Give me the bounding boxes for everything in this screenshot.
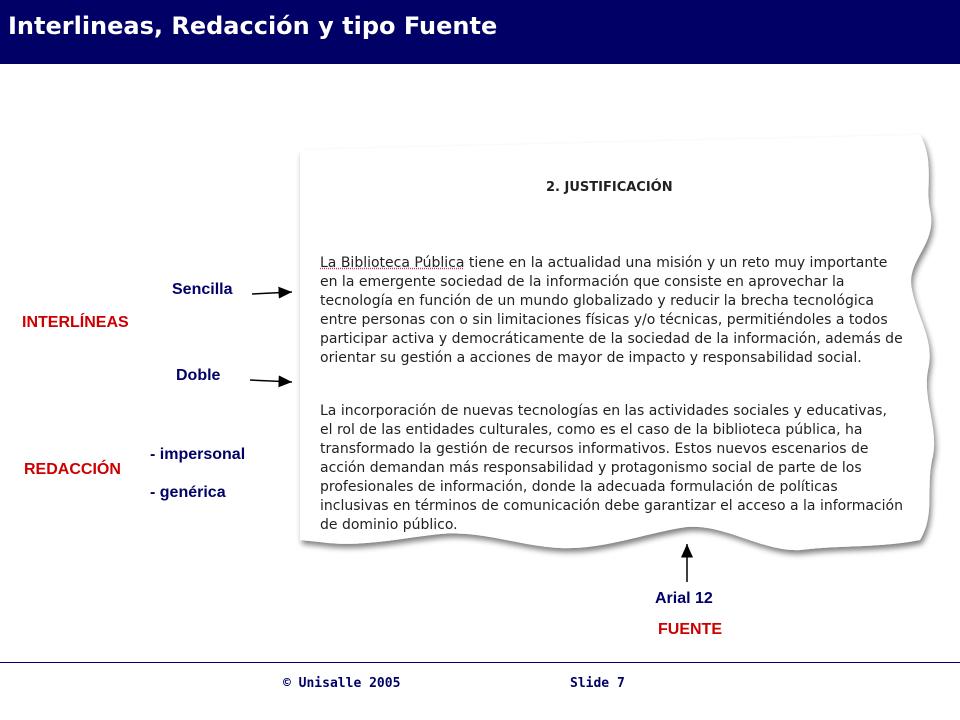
paragraph-line-rest: tiene en la actualidad una misión y un reto muy importante bbox=[464, 255, 888, 271]
underlined-phrase: La Biblioteca Pública bbox=[320, 255, 465, 271]
paragraph-line: tecnología en función de un mundo globalizado y reducir la brecha tecnológica bbox=[320, 293, 874, 309]
document-heading: 2. JUSTIFICACIÓN bbox=[546, 180, 673, 195]
footer-divider bbox=[0, 662, 960, 663]
label-generica: - genérica bbox=[150, 484, 226, 501]
label-fuente: FUENTE bbox=[658, 621, 722, 638]
paragraph-line: entre personas con o sin limitaciones físicas y/o técnicas, permitiéndoles a todos bbox=[320, 312, 888, 328]
label-redaccion: REDACCIÓN bbox=[24, 461, 121, 478]
paragraph-line bbox=[320, 254, 922, 273]
paragraph-line: el rol de las entidades culturales, como es el caso de la biblioteca pública, ha bbox=[320, 422, 863, 438]
footer-copyright: © Unisalle 2005 bbox=[283, 676, 401, 691]
paragraph-line: participar activa y democráticamente de la sociedad de la información, además de bbox=[320, 331, 903, 347]
label-interlineas: INTERLÍNEAS bbox=[22, 314, 129, 331]
footer-slide-number: Slide 7 bbox=[570, 676, 625, 691]
paragraph-line: de dominio público. bbox=[320, 517, 458, 533]
label-sencilla: Sencilla bbox=[172, 281, 233, 298]
paragraph-line: orientar su gestión a acciones de mayor de impacto y responsabilidad social. bbox=[320, 350, 862, 366]
paragraph-line: acción demandan más responsabilidad y protagonismo social de parte de los bbox=[320, 460, 862, 476]
label-arial-12: Arial 12 bbox=[655, 590, 713, 607]
paragraph-line: transformado la gestión de recursos informativos. Estos nuevos escenarios de bbox=[320, 441, 869, 457]
paragraph-line: inclusivas en términos de comunicación debe garantizar el acceso a la información bbox=[320, 498, 903, 514]
paragraph-line: en la emergente sociedad de la información que consiste en aprovechar la bbox=[320, 274, 845, 290]
slide-title: Interlineas, Redacción y tipo Fuente bbox=[8, 12, 498, 40]
paragraph-double-spacing bbox=[320, 402, 922, 535]
label-impersonal: - impersonal bbox=[150, 446, 246, 463]
document-clip bbox=[300, 150, 922, 540]
paragraph-single-spacing bbox=[320, 254, 922, 368]
label-doble: Doble bbox=[176, 367, 221, 384]
paragraph-line: profesionales de información, donde la adecuada formulación de políticas bbox=[320, 479, 838, 495]
paragraph-line: La incorporación de nuevas tecnologías en las actividades sociales y educativas, bbox=[320, 403, 887, 419]
